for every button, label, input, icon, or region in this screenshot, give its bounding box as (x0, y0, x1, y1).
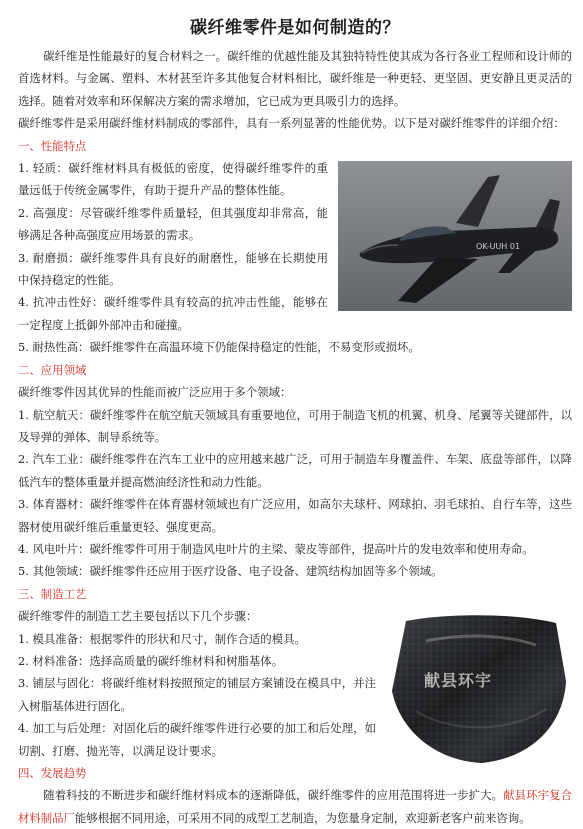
company-name: 献县环宇复合材料制品厂 (18, 788, 572, 825)
list-item: 4. 抗冲击性好：碳纤维零件具有较高的抗冲击性能，能够在一定程度上抵御外部冲击和碰撞。 (18, 295, 328, 332)
section-heading-manufacturing: 三、制造工艺 (18, 586, 87, 601)
section-heading-applications: 二、应用领域 (18, 362, 87, 377)
intro-paragraph-1: 碳纤维是性能最好的复合材料之一。碳纤维的优越性能及其独特特性使其成为各行各业工程师和设计师的首选材料。与金属、塑料、木材甚至许多其他复合材料相比，碳纤维是一种更轻、更坚固、更安静且更灵活的选择。随着对效率和环保解决方案的需求增加，它已成为更具吸引力的选择。 (18, 49, 572, 108)
jet-aircraft-photo (338, 161, 572, 311)
section-heading-performance: 一、性能特点 (18, 138, 87, 153)
list-item: 2. 材料准备：选择高质量的碳纤维材料和树脂基体。 (18, 653, 284, 668)
list-item: 2. 汽车工业：碳纤维零件在汽车工业中的应用越来越广泛，可用于制造车身覆盖件、车架、底盘等部件，以降低汽车的整体重量并提高燃油经济性和动力性能。 (18, 452, 572, 489)
aircraft-marking: OK-UUH 01 (476, 242, 521, 252)
section-heading-trends: 四、发展趋势 (18, 766, 87, 780)
list-item: 4. 风电叶片：碳纤维零件可用于制造风电叶片的主梁、蒙皮等部件，提高叶片的发电效率和使用寿命。 (18, 541, 534, 556)
trends-text-after: 能够根据不同用途，可采用不同的成型工艺制造，为您量身定制，欢迎新老客户前来咨询。 (74, 810, 531, 825)
list-item: 5. 其他领域：碳纤维零件还应用于医疗设备、电子设备、建筑结构加固等多个领域。 (18, 564, 443, 579)
trends-text-before: 随着科技的不断进步和碳纤维材料成本的逐渐降低，碳纤维零件的应用范围将进一步扩大。 (43, 788, 504, 803)
carbon-fiber-hood-photo (386, 611, 572, 766)
trends-paragraph (18, 784, 572, 829)
jet-aircraft-illustration (338, 161, 572, 311)
applications-lead: 碳纤维零件因其优异的性能而被广泛应用于多个领域： (18, 385, 292, 400)
performance-block (18, 157, 572, 336)
list-item: 1. 航空航天：碳纤维零件在航空航天领域具有重要地位，可用于制造飞机的机翼、机身、尾翼等关键部件，以及导弹的弹体、制导系统等。 (18, 407, 572, 444)
list-item: 3. 体育器材：碳纤维零件在体育器材领域也有广泛应用，如高尔夫球杆、网球拍、羽毛球拍、自行车等，这些器材使用碳纤维后重量更轻、强度更高。 (18, 497, 572, 534)
list-item: 1. 轻质：碳纤维材料具有极低的密度，使得碳纤维零件的重量远低于传统金属零件，有助于提升产品的整体性能。 (18, 161, 328, 198)
list-item: 2. 高强度：尽管碳纤维零件质量轻，但其强度却非常高，能够满足各种高强度应用场景的需求。 (18, 205, 328, 243)
article (18, 14, 572, 829)
page-title: 碳纤维零件是如何制造的？ (190, 18, 400, 38)
manufacturing-list (18, 605, 376, 784)
list-item: 5. 耐热性高：碳纤维零件在高温环境下仍能保持稳定的性能，不易变形或损坏。 (18, 340, 420, 355)
watermark-logo: 献县环宇 (424, 671, 493, 691)
performance-list (18, 157, 328, 336)
intro-paragraph-2: 碳纤维零件是采用碳纤维材料制成的零部件，具有一系列显著的性能优势。以下是对碳纤维零件的详细介绍： (18, 116, 565, 131)
list-item: 1. 模具准备：根据零件的形状和尺寸，制作合适的模具。 (18, 631, 306, 646)
list-item: 4. 加工与后处理：对固化后的碳纤维零件进行必要的加工和后处理，如切割、打磨、抛光等，以满足设计要求。 (18, 721, 376, 758)
list-item: 3. 耐磨损：碳纤维零件具有良好的耐磨性，能够在长期使用中保持稳定的性能。 (18, 250, 328, 288)
manufacturing-lead: 碳纤维零件的制造工艺主要包括以下几个步骤： (18, 609, 258, 624)
list-item: 3. 铺层与固化：将碳纤维材料按照预定的铺层方案铺设在模具中，并注入树脂基体进行固化。 (18, 676, 376, 713)
manufacturing-block (18, 605, 572, 784)
